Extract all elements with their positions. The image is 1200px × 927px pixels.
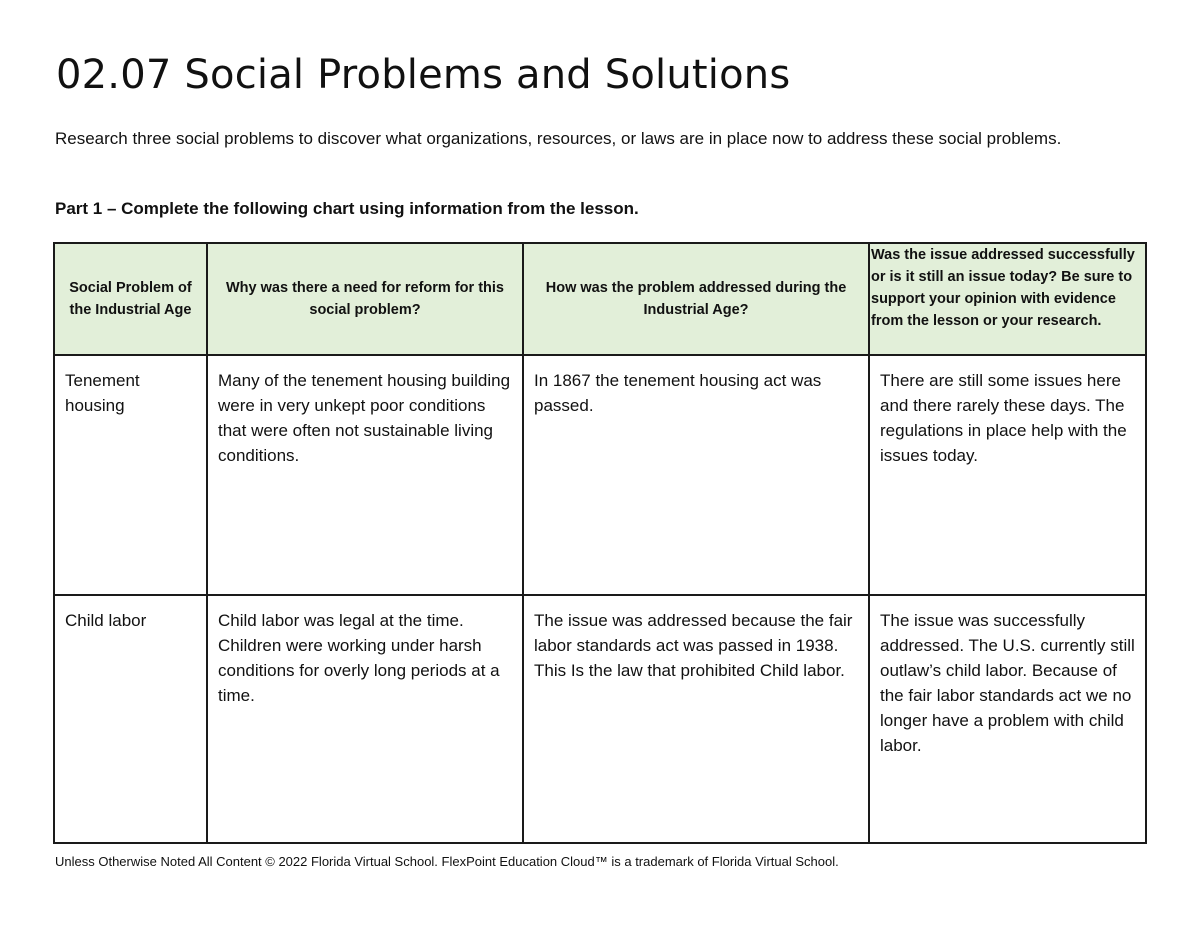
cell-status: The issue was successfully addressed. The U.S. currently still outlaw’s child labor. Because of the fair labor standards act we no longer have a problem with child labor. <box>869 595 1146 843</box>
intro-paragraph: Research three social problems to discover what organizations, resources, or laws are in place now to address these social problems. <box>55 129 1062 148</box>
header-addressed-successfully: Was the issue addressed successfully or is it still an issue today? Be sure to support your opinion with evidence from the lesson or your research. <box>869 243 1146 355</box>
table-row <box>54 355 1146 595</box>
copyright-footer: Unless Otherwise Noted All Content © 2022 Florida Virtual School. FlexPoint Education Cloud™ is a trademark of Florida Virtual School. <box>55 854 839 869</box>
table-header-row <box>54 243 1146 355</box>
cell-problem: Tenement housing <box>54 355 207 595</box>
cell-addressed: In 1867 the tenement housing act was passed. <box>523 355 869 595</box>
header-social-problem: Social Problem of the Industrial Age <box>54 243 207 355</box>
header-need-for-reform: Why was there a need for reform for this social problem? <box>207 243 523 355</box>
table-row <box>54 595 1146 843</box>
cell-addressed: The issue was addressed because the fair labor standards act was passed in 1938. This Is the law that prohibited Child labor. <box>523 595 869 843</box>
cell-problem: Child labor <box>54 595 207 843</box>
page-title: 02.07 Social Problems and Solutions <box>56 52 791 98</box>
part-heading: Part 1 – Complete the following chart using information from the lesson. <box>55 199 639 218</box>
cell-need: Child labor was legal at the time. Children were working under harsh conditions for overly long periods at a time. <box>207 595 523 843</box>
social-problems-table <box>53 242 1147 844</box>
cell-status: There are still some issues here and there rarely these days. The regulations in place help with the issues today. <box>869 355 1146 595</box>
header-how-addressed: How was the problem addressed during the Industrial Age? <box>523 243 869 355</box>
cell-need: Many of the tenement housing building were in very unkept poor conditions that were often not sustainable living conditions. <box>207 355 523 595</box>
